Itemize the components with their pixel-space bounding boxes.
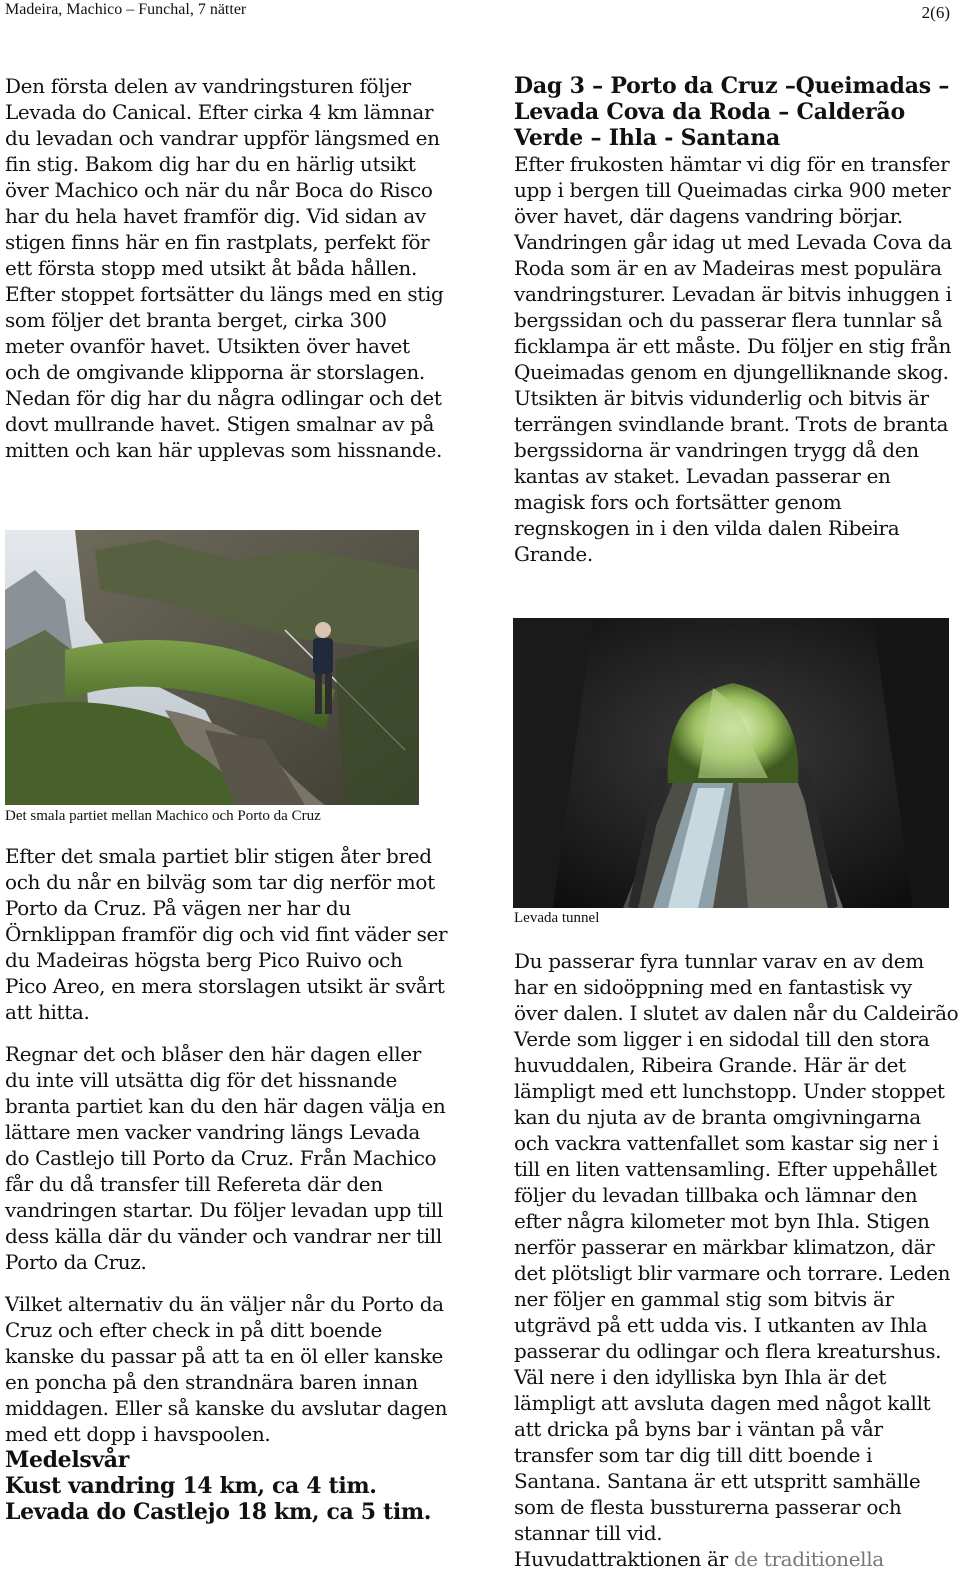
day-3-heading: Dag 3 – Porto da Cruz –Queimadas – Levada Cova da Roda – Calderão Verde – Ihla - Santana	[514, 73, 950, 151]
levada-tunnel-photo	[513, 618, 949, 908]
route-coast: Kust vandring 14 km, ca 4 tim.	[5, 1473, 377, 1499]
page-number: 2(6)	[921, 3, 950, 22]
paragraph-evening: Vilket alternativ du än väljer når du Porto da Cruz och efter check in på ditt boende kanske du passar på att ta en öl eller kanske en poncha på den strandnära baren innan middagen. Eller så kanske du avslutar dagen med ett dopp i havspoolen.	[5, 1292, 448, 1446]
cutoff-faded: de traditionella	[733, 1547, 884, 1571]
right-intro	[514, 73, 959, 567]
paragraph-rain-alternative: Regnar det och blåser den här dagen eller du inte vill utsätta dig för det hissnande branta partiet kan du den här dagen välja en lättare men vacker vandring längs Levada do Castlejo till Porto da Cruz. Från Machico får du då transfer till Refereta där den vandringen startar. Du följer levadan upp till dess källa där du vänder och vandrar ner till Porto da Cruz.	[5, 1042, 446, 1274]
route-levada: Levada do Castlejo 18 km, ca 5 tim.	[5, 1499, 432, 1525]
left-photo-caption: Det smala partiet mellan Machico och Porto da Cruz	[5, 808, 321, 824]
difficulty-label: Medelsvår	[5, 1447, 129, 1473]
page-header	[0, 0, 960, 30]
left-intro	[5, 73, 450, 463]
paragraph-porto-da-cruz: Efter det smala partiet blir stigen åter bred och du når en bilväg som tar dig nerför mot Porto da Cruz. På vägen ner har du Örnklippan framför dig och vid fint väder ser du Madeiras högsta berg Pico Ruivo och Pico Areo, en mera storslagen utsikt är svårt att hitta.	[5, 844, 448, 1024]
right-lower-text	[514, 948, 959, 1572]
paragraph-tunnels: Du passerar fyra tunnlar varav en av dem har en sidoöppning med en fantastisk vy över dalen. I slutet av dalen når du Caldeirão Verde som ligger i en sidodal till den stora huvuddalen, Ribeira Grande. Här är det lämpligt med ett lunchstopp. Under stoppet kan du njuta av de branta omgivningarna och vackra vattenfallet som kastar sig ner i till en liten vattensamling. Efter uppehållet följer du levadan tillbaka och lämnar den efter några kilometer mot byn Ihla. Stigen nerför passerar en märkbar klimatzon, där det plötsligt blir varmare och torrare. Leden ner följer en gammal stig som bitvis är utgrävd på ett udda vis. I utkanten av Ihla passerar du odlingar och flera kreaturshus. Väl nere i den idylliska byn Ihla är det lämpligt att avsluta dagen med något kallt att dricka på byns bar i väntan på vår transfer som tar dig till ditt boende i Santana. Santana är ett utspritt samhälle som de flesta bussturerna passerar och stannar till vid.	[514, 949, 959, 1545]
cutoff-start: Huvudattraktionen är	[514, 1547, 734, 1571]
day-3-paragraph: Efter frukosten hämtar vi dig för en transfer upp i bergen till Queimadas cirka 900 meter över havet, där dagens vandring börjar. Vandringen går idag ut med Levada Cova da Roda som är en av Madeiras mest populära vandringsturer. Levadan är bitvis inhuggen i bergssidan och du passerar flera tunnlar så ficklampa är ett måste. Du följer en stig från Queimadas genom en djungelliknande skog. Utsikten är bitvis vidunderlig och bitvis är terrängen svindlande brant. Trots de branta bergssidorna är vandringen trygg då den kantas av staket. Levadan passerar en magisk fors och fortsätter genom regnskogen in i den vilda dalen Ribeira Grande.	[514, 152, 952, 566]
intro-paragraph: Den första delen av vandringsturen följer Levada do Canical. Efter cirka 4 km lämnar du levadan och vandrar uppför längsmed en fin stig. Bakom dig har du en härlig utsikt över Machico och när du når Boca do Risco har du hela havet framför dig. Vid sidan av stigen finns här en fin rastplats, perfekt för ett första stopp med utsikt åt båda hållen. Efter stoppet fortsätter du längs med en stig som följer det branta berget, cirka 300 meter ovanför havet. Utsikten över havet och de omgivande klipporna är storslagen. Nedan för dig har du några odlingar och det dovt mullrande havet. Stigen smalnar av på mitten och kan här upplevas som hissnande.	[5, 74, 444, 462]
right-photo-caption: Levada tunnel	[514, 910, 600, 926]
trip-title: Madeira, Machico – Funchal, 7 nätter	[5, 1, 247, 18]
paragraph-cutoff	[514, 1546, 959, 1572]
cliff-path-photo	[5, 530, 419, 805]
left-lower-text	[5, 843, 450, 1525]
